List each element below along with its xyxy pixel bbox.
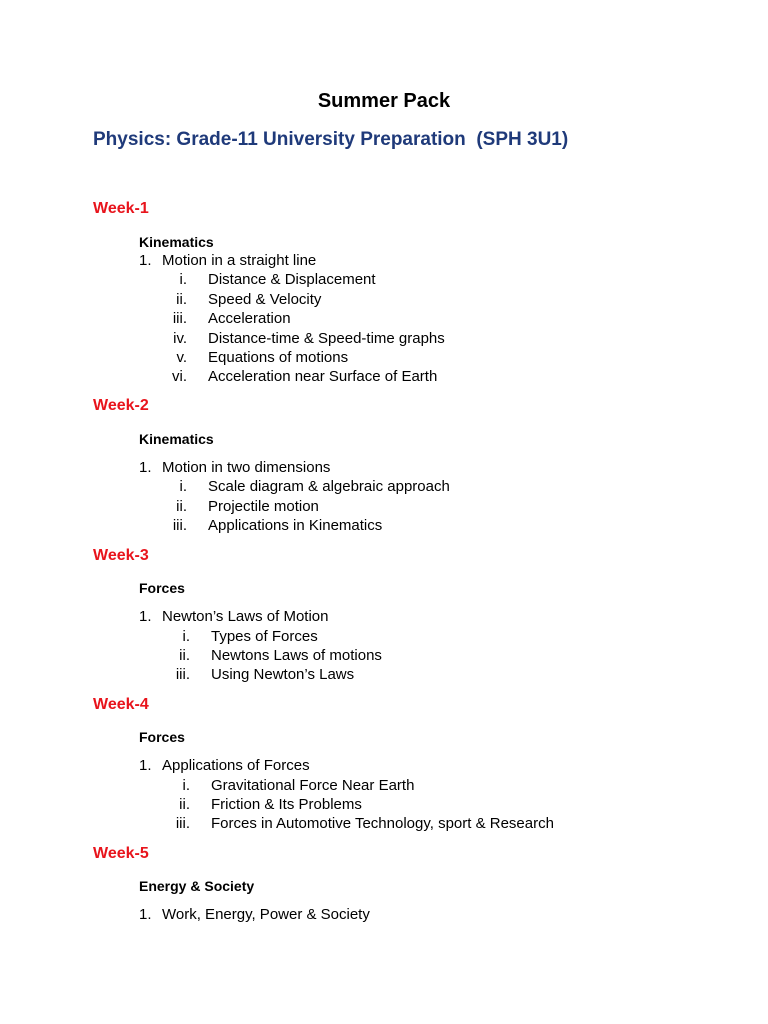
roman-numeral: iii. [175,815,190,832]
roman-numeral: i. [182,628,190,645]
week-heading: Week-3 [93,547,149,564]
roman-numeral: iii. [172,517,187,534]
topic-heading: Forces [139,729,185,745]
sub-item-text: Speed & Velocity [208,291,322,308]
sub-item-text: Projectile motion [208,498,319,515]
item-text: Motion in two dimensions [162,459,331,476]
roman-numeral: iv. [173,330,187,347]
roman-numeral: vi. [172,368,187,385]
sub-item-text: Gravitational Force Near Earth [211,777,415,794]
sub-item-text: Scale diagram & algebraic approach [208,478,450,495]
sub-item-text: Distance & Displacement [208,271,376,288]
item-number: 1. [139,757,152,774]
sub-item-text: Equations of motions [208,349,349,366]
sub-item-text: Using Newton’s Laws [211,666,355,683]
sub-item-text: Applications in Kinematics [208,517,383,534]
topic-heading: Energy & Society [139,878,255,894]
item-text: Newton’s Laws of Motion [162,608,329,625]
roman-numeral: iii. [172,310,187,327]
roman-numeral: i. [179,478,187,495]
item-text: Motion in a straight line [162,252,317,269]
item-number: 1. [139,608,152,625]
sub-item-text: Acceleration near Surface of Earth [208,368,438,385]
roman-numeral: ii. [176,291,187,308]
week-heading: Week-2 [93,397,149,414]
roman-numeral: ii. [179,647,190,664]
sub-item-text: Friction & Its Problems [211,796,362,813]
roman-numeral: v. [176,349,187,366]
item-text: Applications of Forces [162,757,310,774]
topic-heading: Forces [139,580,185,596]
roman-numeral: ii. [176,498,187,515]
topic-heading: Kinematics [139,431,214,447]
roman-numeral: iii. [175,666,190,683]
document-title: Summer Pack [317,90,451,112]
week-heading: Week-1 [93,200,149,217]
item-text: Work, Energy, Power & Society [162,906,370,923]
item-number: 1. [139,459,152,476]
topic-heading: Kinematics [139,234,214,250]
week-heading: Week-5 [93,845,149,862]
roman-numeral: i. [179,271,187,288]
sub-item-text: Newtons Laws of motions [211,647,382,664]
sub-item-text: Distance-time & Speed-time graphs [208,330,445,347]
course-title: Physics: Grade-11 University Preparation (SPH 3U1) [93,129,569,150]
week-heading: Week-4 [93,696,149,713]
sub-item-text: Forces in Automotive Technology, sport & Research [211,815,554,832]
item-number: 1. [139,906,152,923]
roman-numeral: i. [182,777,190,794]
sub-item-text: Types of Forces [211,628,318,645]
roman-numeral: ii. [179,796,190,813]
item-number: 1. [139,252,152,269]
sub-item-text: Acceleration [208,310,291,327]
